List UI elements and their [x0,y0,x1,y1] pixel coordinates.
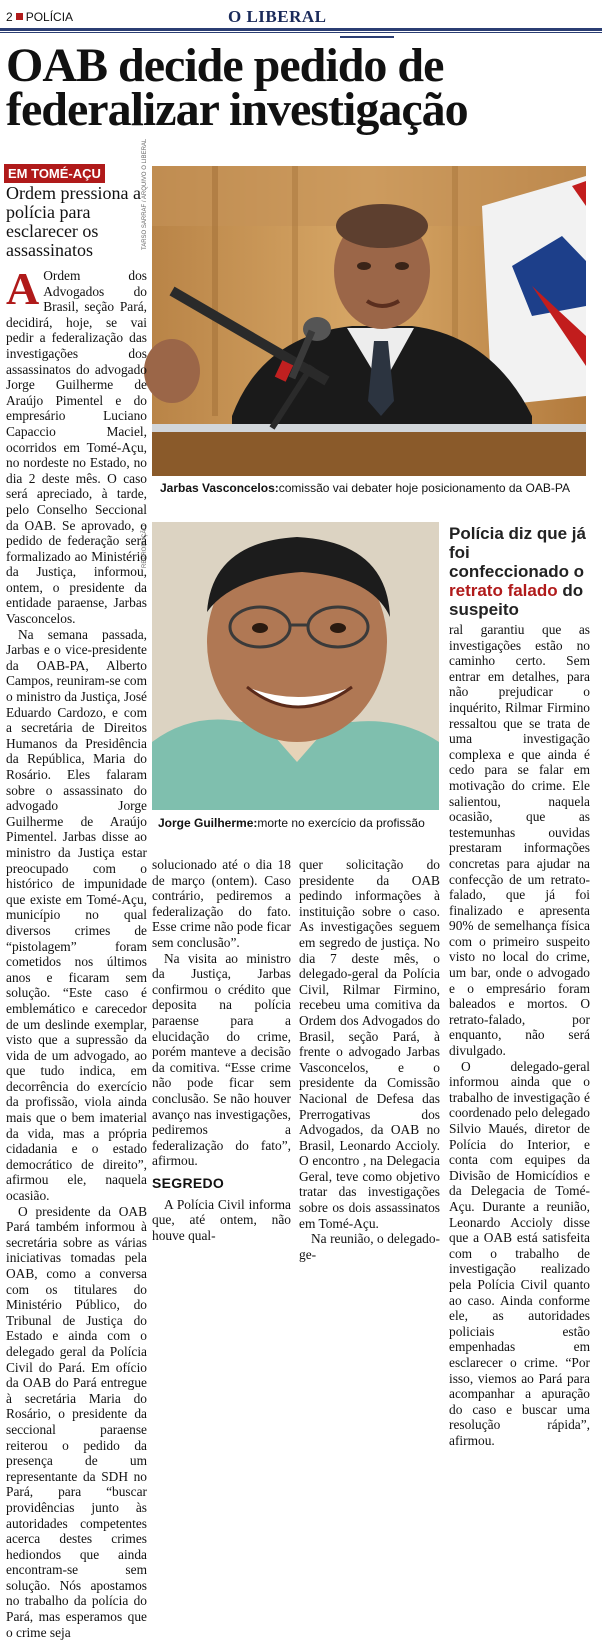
article-paragraph: A Ordem dos Advogados do Brasil, seção Pará, decidirá, hoje, se vai pedir a federalização das investigações dos assassinatos do advogado Jorge Guilherme de Araújo Pimentel e do empresário Luciano Capaccio Maciel, ocorridos em Tomé-Açu, no nordeste no Estado, no dia 2 deste mês. O caso será apreciado, à tarde, pelo Conselho Seccional da OAB. Se aprovado, o pedido de federação será formalizado ao Ministério da Justiça, informou, ontem, o presidente da entidade paraense, Jarbas Vasconcelos. [6,263,147,627]
photo-jarbas [152,166,586,476]
drop-cap: A [6,263,40,314]
photo-jorge [152,522,439,810]
article-paragraph: Na semana passada, Jarbas e o vice-presidente da OAB-PA, Alberto Campos, reuniram-se com o ministro da Justiça, José Eduardo Cardozo, e com a secretária de Direitos Humanos da Presidência da República, Maria do Rosário. Eles falaram sobre o assassinato do advogado Jorge Guilherme de Araújo Pimentel. Jarbas disse ao ministro da Justiça estar preocupado com o histórico de impunidade que existe em Tomé-Açu, município no qual diversos crimes de “pistolagem” foram cometidos nos últimos anos e ficaram sem solução. “Este caso é emblemático e carecedor de um deslinde exemplar, visto que a supressão da vida de um advogado, ao que tudo indica, em decorrência do exercício da profissão, viola ainda mais que o bem imaterial da vida, mas a própria cidadania e o estado democrático de direito”, afirmou ele, naquela ocasião. [6,626,147,1204]
kicker: EM TOMÉ-AÇU [4,164,105,183]
page-number: 2 [6,10,13,24]
page-header-section [6,10,73,24]
header-tick [340,36,394,38]
header-rule-thin [0,32,602,33]
article-column-4 [449,622,590,1448]
article-column-1 [6,263,147,1640]
deck: Ordem pressiona a polícia para esclarecer os assassinatos [6,183,141,260]
sidebar-headline-part2: do suspeito [449,581,584,619]
photo-credit: TARSO SARRAF / ARQUIVO O LIBERAL [142,138,148,250]
article-paragraph: Na visita ao ministro da Justiça, Jarbas confirmou o crédito que deposita na polícia paraense para a elucidação do crime, porém manteve a decisão da comitiva. “Esse crime não pode ficar sem conclusão. Se não houver avanço nas investigações, pediremos a federalização do fato”, afirmou. [152,950,291,1169]
photo-caption-jarbas [152,476,586,500]
caption-name-2: Jorge Guilherme: [158,815,258,830]
section-subhead: SEGREDO [152,1174,225,1191]
sidebar-headline [449,524,589,619]
photo-jorge-illustration [152,522,439,810]
article-paragraph: Na reunião, o delegado-ge- [299,1231,440,1262]
header-rule [0,28,602,31]
article-column-2 [152,857,291,1244]
section-name: POLÍCIA [25,10,74,24]
article-paragraph: O presidente da OAB Pará também informou à secretária sobre as várias iniciativas tomadas pela OAB, como a conversa com os titulares do Ministério Público, do Tribunal de Justiça do Estado e ainda com o delegado geral da Polícia Civil do Pará. Em ofício da OAB do Pará entregue à secretária Maria do Rosário, o presidente da seccional paraense reiterou o pedido da presença de um representante da SDH no Pará, para “buscar providências junto às autoridades competentes acerca destes crimes hediondos que ainda encontram-se sem solução. Nós apostamos no trabalho da polícia do Pará, mas esperamos que o crime seja [6,1203,147,1640]
caption-text: comissão vai debater hoje posicionamento da OAB-PA [278,481,571,495]
article-paragraph: solucionado até o dia 18 de março (ontem). Caso contrário, pediremos a federalização do fato. Esse crime não pode ficar sem conclusão”. [152,857,291,950]
caption-name: Jarbas Vasconcelos: [160,481,279,495]
caption-text-2: morte no exercício da profissão [257,815,425,830]
sidebar-headline-part1: Polícia diz que já foi confeccionado o [449,524,586,581]
photo-jarbas-illustration [152,166,586,476]
photo-caption-jorge [152,810,439,835]
section-marker-icon [16,13,23,20]
article-column-3 [299,857,440,1262]
headline: OAB decide pedido de federalizar investigação [6,39,468,136]
article-paragraph: A Polícia Civil informa que, até ontem, não houve qual- [152,1196,291,1244]
article-paragraph: ral garantiu que as investigações estão no caminho certo. Sem entrar em detalhes, para não prejudicar o inquérito, Rilmar Firmino ressaltou que se trata de uma investigação complexa e que ainda é cedo para se falar em motivação do crime. Ele salientou, naquela ocasião, que as testemunhas ouvidas prestaram informações concretas para ajudar na confecção de um retrato-falado, que já foi finalizado e apresenta 90% de semelhança física com o primeiro suspeito visto no local do crime, um bar, onde o advogado e o empresário foram baleados e mortos. O retrato-falado, por enquanto, não será divulgado. [449,622,590,1059]
article-paragraph: O delegado-geral informou ainda que o trabalho de investigação é coordenado pelo delegado Silvio Maués, diretor de Polícia do Interior, e conta com equipes da Divisão de Homicídios e da Delegacia de Tomé-Açu. Durante a reunião, Leonardo Accioly disse que a OAB está satisfeita com o trabalho de investigação realizado pela Polícia Civil quanto ao caso. Ainda conforme ele, as autoridades policiais estão empenhadas em esclarecer o crime. “Por isso, viemos ao Pará para acompanhar a apuração do caso e buscar uma resolução rápida”, afirmou. [449,1058,590,1448]
photo-credit-2: REPRODUÇÃO [142,524,148,568]
newspaper-logo: O LIBERAL [228,7,327,26]
sidebar-headline-highlight: retrato falado [449,581,558,600]
article-paragraph: quer solicitação do presidente da OAB pedindo informações à instituição sobre o caso. As investigações seguem em segredo de justiça. No dia 7 deste mês, o delegado-geral da Polícia Civil, Rilmar Firmino, recebeu uma comitiva da Ordem dos Advogados do Brasil, seção Pará, à frente o advogado Jarbas Vasconcelos, e o presidente da Comissão Nacional de Defesa das Prerrogativas dos Advogados, da OAB no Brasil, Leonardo Accioly. O encontro , na Delegacia Geral, teve como objetivo tratar das investigações sobre os dois assassinatos em Tomé-Açu. [299,857,440,1231]
